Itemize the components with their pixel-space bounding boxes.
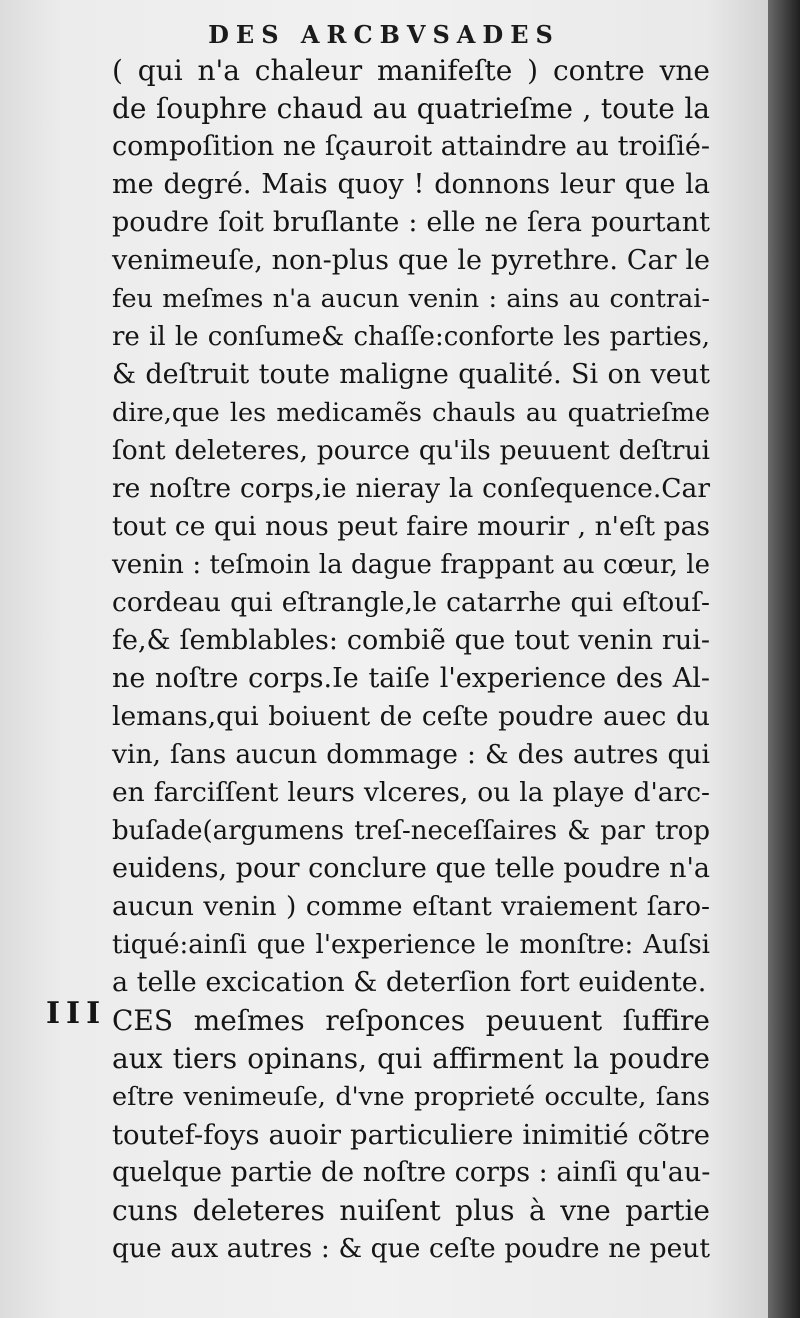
text-line: aucun venin ) comme eſtant vraiement ſaro- (112, 891, 710, 922)
section-marker: III (46, 996, 107, 1031)
text-line: en farciſſent leurs vlceres, ou la playe d'arc- (112, 777, 710, 808)
text-line: toutef-foys auoir particuliere inimitié cõtre (112, 1119, 710, 1151)
text-line: vin, ſans aucun dommage : & des autres qui (112, 739, 710, 770)
text-line: dire,que les medicamẽs chauls au quatrieſme (112, 398, 710, 428)
text-line: venin : teſmoin la dague frappant au cœur, le (112, 550, 710, 580)
running-head: DES ARCBVSADES (208, 20, 560, 49)
text-line: & deſtruit toute maligne qualité. Si on veut (112, 359, 710, 390)
text-line: eſtre venimeuſe, d'vne proprieté occulte, ſans (112, 1082, 710, 1112)
paragraph-start-line: CES meſmes reſponces peuuent ſuffire (112, 1004, 710, 1037)
text-line: re il le conſume& chaſſe:conforte les parties, (112, 322, 710, 352)
text-line: tiqué:ainſi que l'experience le monſtre: Auſsi (112, 930, 710, 960)
text-line: lemans,qui boiuent de ceſte poudre auec du (112, 701, 710, 732)
text-line: quelque partie de noſtre corps : ainſi qu'au- (112, 1157, 711, 1188)
text-line: buſade(argumens treſ-neceſſaires & par trop (112, 816, 710, 846)
text-line: feu meſmes n'a aucun venin : ains au contrai- (112, 284, 710, 314)
text-line: cuns deleteres nuiſent plus à vne partie (112, 1194, 710, 1227)
book-gutter (768, 0, 800, 1318)
text-line: ſont deleteres, pource qu'ils peuuent deſtrui (112, 435, 710, 466)
text-line: tout ce qui nous peut faire mourir , n'eſt pas (112, 511, 710, 542)
text-line: que aux autres : & que ceſte poudre ne peut (112, 1233, 710, 1264)
text-line: euidens, pour conclure que telle poudre n'a (112, 853, 710, 884)
text-line: de ſouphre chaud au quatrieſme , toute la (112, 92, 710, 125)
text-line: me degré. Mais quoy ! donnons leur que la (112, 169, 710, 200)
text-line: re noſtre corps,ie nieray la conſequence.Car (112, 473, 710, 504)
body-text (112, 52, 710, 1268)
text-line: venimeuſe, non-plus que le pyrethre. Car le (112, 245, 710, 276)
text-line: ne noſtre corps.Ie taiſe l'experience des Al- (112, 663, 710, 694)
text-line: ( qui n'a chaleur manifeſte ) contre vne (112, 54, 710, 87)
text-line: a telle excication & deterſion fort euidente. (112, 967, 707, 998)
text-line: compoſition ne ſçauroit attaindre au troiſié- (112, 131, 710, 162)
text-line: poudre ſoit bruſlante : elle ne ſera pourtant (112, 207, 710, 238)
text-line: cordeau qui eſtrangle,le catarrhe qui eſtouſ- (112, 587, 710, 618)
text-line: fe,& ſemblables: combiẽ que tout venin rui- (112, 625, 710, 656)
text-line: aux tiers opinans, qui affirment la poudre (112, 1042, 710, 1075)
